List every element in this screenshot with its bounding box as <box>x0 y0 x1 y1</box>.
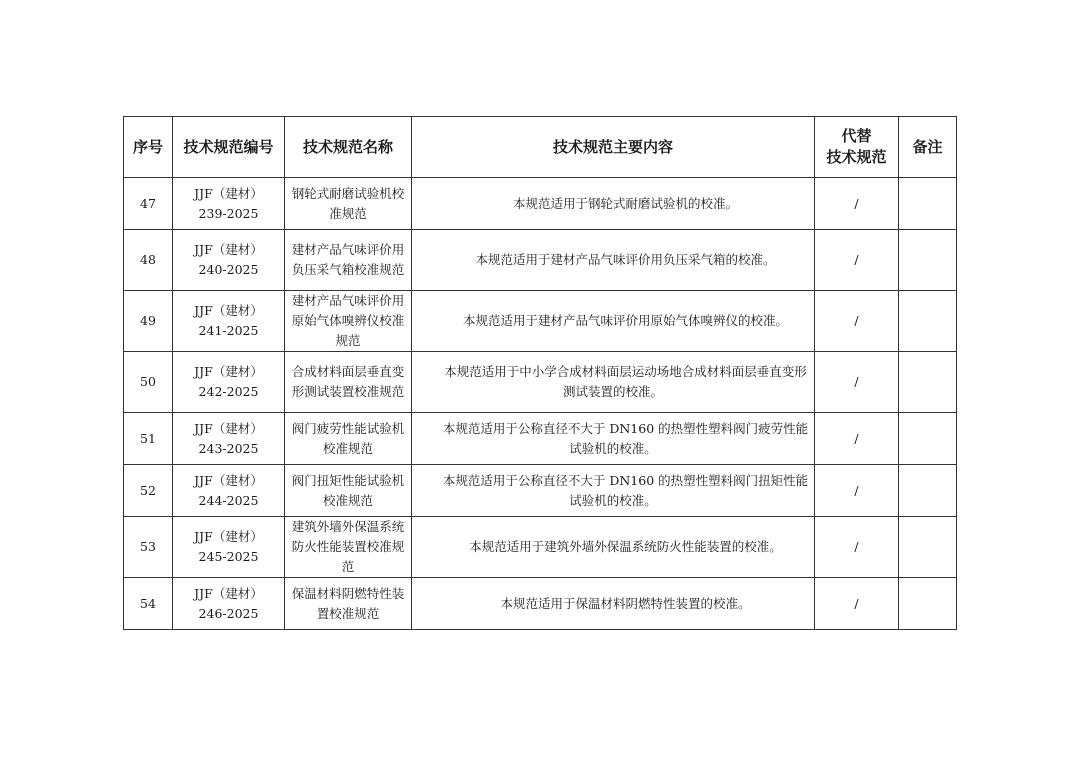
cell-remark <box>899 178 957 230</box>
table-row <box>124 465 957 517</box>
cell-code-line1: JJF（建材） <box>194 242 263 257</box>
header-replace <box>815 117 899 178</box>
cell-remark <box>899 230 957 291</box>
cell-code-line2: 244-2025 <box>198 492 259 508</box>
table-row <box>124 578 957 630</box>
table-row <box>124 178 957 230</box>
cell-seq: 51 <box>124 413 173 465</box>
cell-remark <box>899 291 957 352</box>
table-row <box>124 291 957 352</box>
cell-seq: 47 <box>124 178 173 230</box>
cell-name: 阀门疲劳性能试验机校准规范 <box>285 413 412 465</box>
cell-replace: / <box>815 517 899 578</box>
cell-remark <box>899 578 957 630</box>
table-row <box>124 413 957 465</box>
cell-replace: / <box>815 291 899 352</box>
cell-seq: 49 <box>124 291 173 352</box>
cell-code-line1: JJF（建材） <box>194 420 263 436</box>
cell-replace: / <box>815 465 899 517</box>
cell-code-line2: 246-2025 <box>198 605 259 621</box>
cell-seq: 52 <box>124 465 173 517</box>
table-row <box>124 352 957 413</box>
cell-name: 建筑外墙外保温系统防火性能装置校准规范 <box>285 517 412 578</box>
cell-content: 本规范适用于建材产品气味评价用负压采气箱的校准。 <box>412 230 815 291</box>
header-content: 技术规范主要内容 <box>412 117 815 178</box>
cell-remark <box>899 465 957 517</box>
cell-content: 本规范适用于建筑外墙外保温系统防火性能装置的校准。 <box>412 517 815 578</box>
cell-code-line2: 242-2025 <box>198 384 259 399</box>
spec-table <box>123 116 957 630</box>
cell-replace: / <box>815 413 899 465</box>
cell-code-line2: 243-2025 <box>198 440 259 456</box>
table-row <box>124 517 957 578</box>
table-header-row <box>124 117 957 178</box>
cell-seq: 50 <box>124 352 173 413</box>
cell-code-line2: 241-2025 <box>198 323 259 338</box>
table-row <box>124 230 957 291</box>
cell-seq: 54 <box>124 578 173 630</box>
cell-remark <box>899 413 957 465</box>
cell-content: 本规范适用于保温材料阴燃特性装置的校准。 <box>412 578 815 630</box>
cell-name: 钢轮式耐磨试验机校准规范 <box>285 178 412 230</box>
cell-name: 建材产品气味评价用负压采气箱校准规范 <box>285 230 412 291</box>
header-seq: 序号 <box>124 117 173 178</box>
cell-code <box>173 230 285 291</box>
cell-code <box>173 413 285 465</box>
cell-code <box>173 517 285 578</box>
cell-name: 保温材料阴燃特性装置校准规范 <box>285 578 412 630</box>
cell-replace: / <box>815 578 899 630</box>
cell-code <box>173 352 285 413</box>
cell-code-line1: JJF（建材） <box>194 185 263 201</box>
cell-name: 阀门扭矩性能试验机校准规范 <box>285 465 412 517</box>
cell-seq: 53 <box>124 517 173 578</box>
cell-code-line1: JJF（建材） <box>194 529 263 544</box>
header-replace-line1: 代替 <box>841 127 872 145</box>
cell-replace: / <box>815 352 899 413</box>
cell-name: 建材产品气味评价用原始气体嗅辨仪校准规范 <box>285 291 412 352</box>
cell-content: 本规范适用于建材产品气味评价用原始气体嗅辨仪的校准。 <box>412 291 815 352</box>
cell-content: 本规范适用于钢轮式耐磨试验机的校准。 <box>412 178 815 230</box>
cell-content: 本规范适用于中小学合成材料面层运动场地合成材料面层垂直变形测试装置的校准。 <box>412 352 815 413</box>
cell-code-line2: 240-2025 <box>198 262 259 277</box>
cell-code-line2: 245-2025 <box>198 549 259 564</box>
cell-remark <box>899 517 957 578</box>
cell-seq: 48 <box>124 230 173 291</box>
cell-code <box>173 178 285 230</box>
cell-content: 本规范适用于公称直径不大于 DN160 的热塑性塑料阀门扭矩性能试验机的校准。 <box>412 465 815 517</box>
cell-code-line1: JJF（建材） <box>194 364 263 379</box>
cell-content: 本规范适用于公称直径不大于 DN160 的热塑性塑料阀门疲劳性能试验机的校准。 <box>412 413 815 465</box>
cell-name: 合成材料面层垂直变形测试装置校准规范 <box>285 352 412 413</box>
header-code: 技术规范编号 <box>173 117 285 178</box>
cell-code-line1: JJF（建材） <box>194 472 263 488</box>
header-remark: 备注 <box>899 117 957 178</box>
cell-code <box>173 291 285 352</box>
cell-code-line2: 239-2025 <box>198 205 259 221</box>
cell-replace: / <box>815 230 899 291</box>
cell-code <box>173 578 285 630</box>
header-replace-line2: 技术规范 <box>826 148 887 166</box>
header-name: 技术规范名称 <box>285 117 412 178</box>
cell-remark <box>899 352 957 413</box>
cell-code-line1: JJF（建材） <box>194 303 263 318</box>
cell-replace: / <box>815 178 899 230</box>
cell-code-line1: JJF（建材） <box>194 585 263 601</box>
cell-code <box>173 465 285 517</box>
